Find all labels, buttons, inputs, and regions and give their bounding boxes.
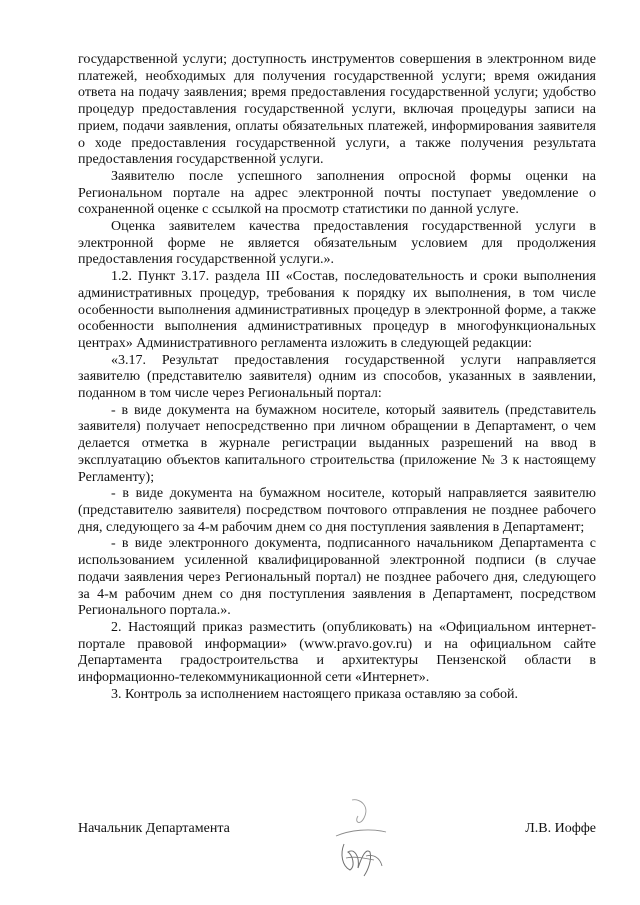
list-item-paper-in-person: - в виде документа на бумажном носителе, который заявитель (представитель заявителя) получает непосредственно при личном обращении в Департамент, о чем делается отметка в журнале регистрации выданных разрешений на ввод в эксплуатацию объектов капитального строительства (приложение № 3 к настоящему Регламенту); bbox=[78, 402, 596, 485]
list-item-paper-by-mail: - в виде документа на бумажном носителе, который направляется заявителю (представителю заявителя) посредством почтового отправления не позднее рабочего дня, следующего за 4-м рабочим днем со дня поступления заявления в Департамент; bbox=[78, 486, 596, 535]
paragraph-clause-3-17: «3.17. Результат предоставления государственной услуги направляется заявителю (представителю заявителя) одним из способов, указанных в заявлении, поданном в том числе через Региональный портал: bbox=[78, 352, 596, 402]
paragraph-email-notification: Заявителю после успешного заполнения опросной формы оценки на Региональном портале на адрес электронной почты поступает уведомление о сохраненной оценке с ссылкой на просмотр статистики по данной услуге. bbox=[78, 168, 596, 218]
signatory-name: Л.В. Иоффе bbox=[525, 821, 596, 836]
paragraph-control: 3. Контроль за исполнением настоящего приказа оставляю за собой. bbox=[111, 686, 519, 702]
paragraph-quality-criteria-end: государственной услуги; доступность инструментов совершения в электронном виде платежей, необходимых для получения государственной услуги; время ожидания ответа на подачу заявления; время предоставления государственной услуги; удобство процедур предоставления государственной услуги, включая процедуры записи на прием, подачи заявления, оплаты обязательных платежей, информирования заявителя о ходе предоставления государственной услуги, а также получения результата предоставления государственной услуги. bbox=[78, 52, 596, 168]
signatory-position: Начальник Департамента bbox=[78, 821, 230, 836]
paragraph-publication: 2. Настоящий приказ разместить (опубликовать) на «Официальном интернет-портале правовой информации» (www.pravo.gov.ru) и на официальном сайте Департамента градостроительства и архитектуры Пензенской области в информационно-телекоммуникационной сети «Интернет». bbox=[78, 619, 596, 686]
paragraph-assessment-optional: Оценка заявителем качества предоставления государственной услуги в электронной форме не является обязательным условием для продолжения предоставления государственной услуги.». bbox=[78, 219, 596, 268]
handwritten-signature bbox=[330, 796, 392, 886]
list-item-electronic: - в виде электронного документа, подписанного начальником Департамента с использованием усиленной квалифицированной электронной подписи (в случае подачи заявления через Региональный портал) не позднее рабочего дня, следующего за 4-м рабочим днем со дня поступления заявления в Департамент, посредством Регионального портала.». bbox=[78, 536, 596, 619]
paragraph-clause-1-2: 1.2. Пункт 3.17. раздела III «Состав, последовательность и сроки выполнения административных процедур, требования к порядку их выполнения, в том числе особенности выполнения административных процедур в электронной форме, а также особенности выполнения административных процедур в многофункциональных центрах» Административного регламента изложить в следующей редакции: bbox=[78, 269, 596, 351]
document-body bbox=[78, 52, 596, 703]
